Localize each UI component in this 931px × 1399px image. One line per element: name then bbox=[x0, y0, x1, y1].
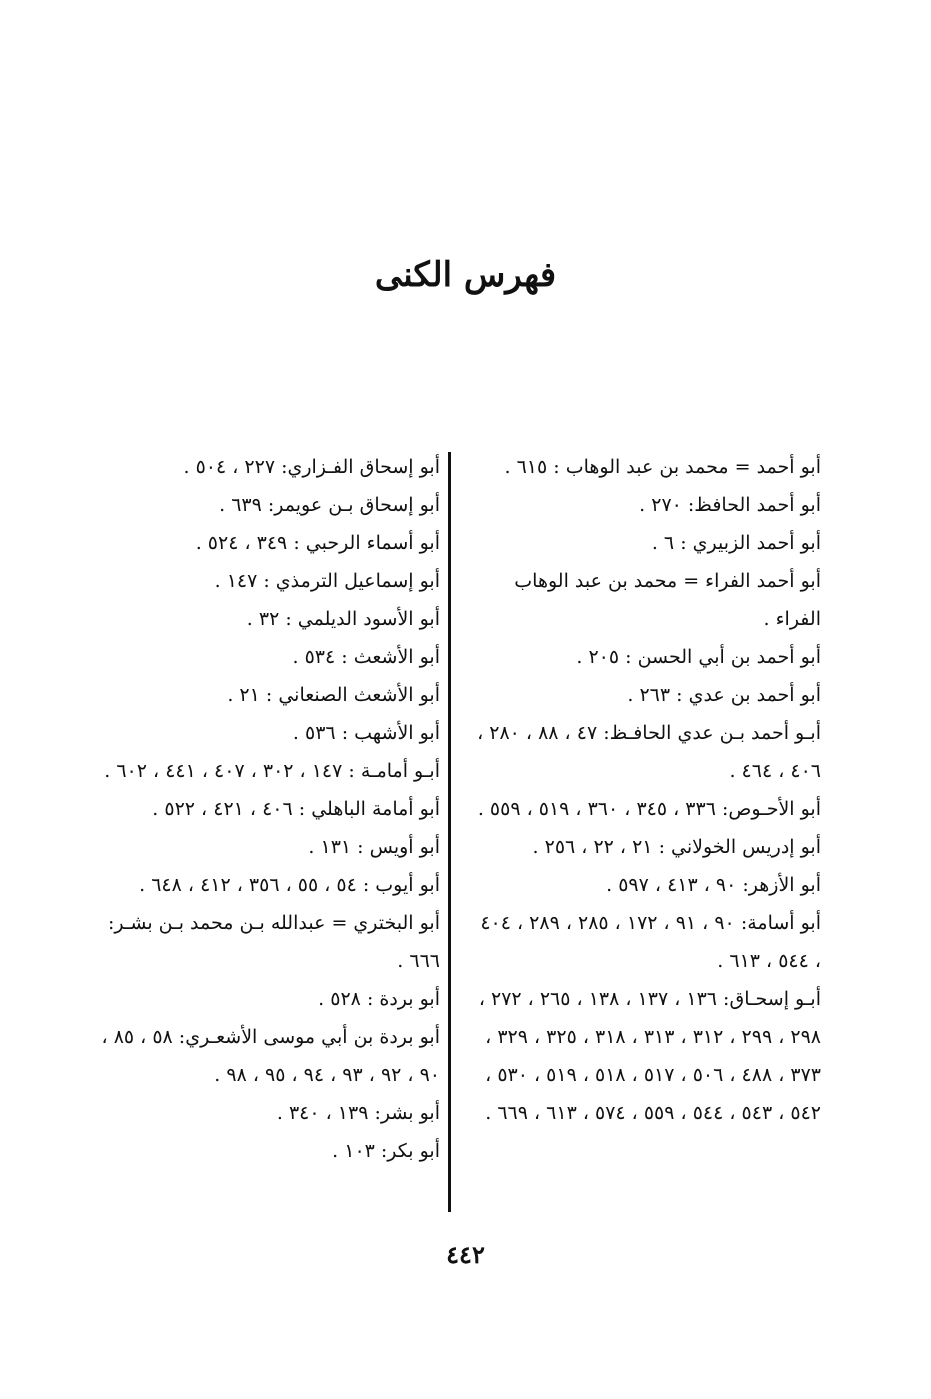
entry-page-refs: ٣٢ . bbox=[246, 608, 280, 630]
entry-page-refs: ٥٣٤ . bbox=[292, 646, 336, 668]
index-entry bbox=[476, 790, 821, 828]
entry-name: أبو الأشهب : bbox=[341, 722, 440, 744]
entry-page-refs: ٦١٥ . bbox=[504, 456, 548, 478]
entry-page-refs: ٢١ ، ٢٢ ، ٢٥٦ . bbox=[532, 836, 653, 858]
entry-page-refs: ١٣٩ ، ٣٤٠ . bbox=[276, 1102, 369, 1124]
index-entry bbox=[476, 562, 821, 638]
entry-name: أبـو أحمد بـن عدي الحافـظ: bbox=[603, 722, 821, 744]
entry-page-refs: ١٣٦ ، ١٣٧ ، ١٣٨ ، ٢٦٥ ، ٢٧٢ ، ٢٩٨ ، ٢٩٩ ، ٣١٢ ، ٣١٣ ، ٣١٨ ، ٣٢٥ ، ٣٢٩ ، ٣٧٣ ، ٤٨٨ ، ٥٠٦ ، ٥١٧ ، ٥١٨ ، ٥١٩ ، ٥٣٠ ، ٥٤٢ ، ٥٤٣ ، ٥٤٤ ، ٥٥٩ ، ٥٧٤ ، ٦١٣ ، ٦٦٩ . bbox=[478, 988, 821, 1124]
entry-name: أبو إسحاق بـن عويمر: bbox=[267, 494, 440, 516]
index-column-left bbox=[85, 448, 440, 1170]
entry-page-refs: ٢٦٣ . bbox=[627, 684, 671, 706]
entry-name: أبو الأشعث الصنعاني : bbox=[265, 684, 440, 706]
index-entry bbox=[476, 866, 821, 904]
entry-name: أبو بردة : bbox=[366, 988, 440, 1010]
entry-name: أبو الأشعث : bbox=[341, 646, 440, 668]
entry-name: أبو إسحاق الفـزاري: bbox=[281, 456, 440, 478]
page-title: فهرس الكنى bbox=[374, 255, 557, 295]
entry-page-refs: ٤٧ ، ٨٨ ، ٢٨٠ ، ٤٠٦ ، ٤٦٤ . bbox=[477, 722, 821, 782]
index-entry bbox=[85, 904, 440, 980]
entry-page-refs: ٢٢٧ ، ٥٠٤ . bbox=[183, 456, 276, 478]
entry-page-refs: ١٤٧ ، ٣٠٢ ، ٤٠٧ ، ٤٤١ ، ٦٠٢ . bbox=[104, 760, 343, 782]
index-entry bbox=[85, 790, 440, 828]
entry-page-refs: ٢١ . bbox=[227, 684, 260, 706]
entry-name: أبو الأسود الديلمي : bbox=[285, 608, 440, 630]
entry-name: أبو أحمد الفراء = محمد بن عبد الوهاب الفراء . bbox=[514, 570, 821, 630]
entry-page-refs: ٥٣٦ . bbox=[292, 722, 336, 744]
entry-name: أبو أحمد الحافظ: bbox=[687, 494, 821, 516]
entry-page-refs: ٢٠٥ . bbox=[576, 646, 620, 668]
entry-page-refs: ١٤٧ . bbox=[214, 570, 258, 592]
entry-page-refs: ٤٠٦ ، ٤٢١ ، ٥٢٢ . bbox=[152, 798, 293, 820]
index-entry bbox=[85, 714, 440, 752]
entry-name: أبو بكر: bbox=[380, 1140, 440, 1162]
entry-name: أبو البختري = عبدالله بـن محمد بـن بشـر: bbox=[107, 912, 440, 934]
index-entry bbox=[85, 980, 440, 1018]
index-entry bbox=[85, 676, 440, 714]
entry-page-refs: ١٣١ . bbox=[308, 836, 352, 858]
index-entry bbox=[476, 904, 821, 980]
entry-page-refs: ٣٣٦ ، ٣٤٥ ، ٣٦٠ ، ٥١٩ ، ٥٥٩ . bbox=[477, 798, 716, 820]
entry-page-refs: ٩٠ ، ٩١ ، ١٧٢ ، ٢٨٥ ، ٢٨٩ ، ٤٠٤ ، ٥٤٤ ، ٦١٣ . bbox=[480, 912, 821, 972]
index-entry bbox=[85, 1018, 440, 1094]
entry-page-refs: ٦٣٩ . bbox=[219, 494, 262, 516]
entry-name: أبو الأزهر: bbox=[742, 874, 821, 896]
index-entry bbox=[85, 1132, 440, 1170]
entry-name: أبو أسماء الرحبي : bbox=[293, 532, 440, 554]
entry-name: أبو أحمد الزبيري : bbox=[680, 532, 821, 554]
entry-name: أبو أحمد بن أبي الحسن : bbox=[625, 646, 821, 668]
entry-name: أبـو أمامـة : bbox=[348, 760, 440, 782]
index-entry bbox=[476, 980, 821, 1132]
index-entry bbox=[85, 562, 440, 600]
index-entry bbox=[85, 752, 440, 790]
index-entry bbox=[476, 676, 821, 714]
index-entry bbox=[476, 448, 821, 486]
index-entry bbox=[476, 524, 821, 562]
column-divider bbox=[448, 452, 451, 1212]
entry-name: أبو أحمد بن عدي : bbox=[676, 684, 821, 706]
page-number: ٤٤٢ bbox=[446, 1240, 485, 1269]
entry-name: أبـو إسحـاق: bbox=[723, 988, 821, 1010]
entry-page-refs: ٩٠ ، ٤١٣ ، ٥٩٧ . bbox=[606, 874, 737, 896]
index-entry bbox=[85, 828, 440, 866]
entry-name: أبو إسماعيل الترمذي : bbox=[263, 570, 440, 592]
index-entry bbox=[85, 600, 440, 638]
index-entry bbox=[85, 448, 440, 486]
entry-name: أبو أحمد = محمد بن عبد الوهاب : bbox=[553, 456, 821, 478]
index-column-right bbox=[476, 448, 821, 1132]
entry-page-refs: ٦ . bbox=[651, 532, 675, 554]
index-entry bbox=[476, 828, 821, 866]
entry-name: أبو إدريس الخولاني : bbox=[658, 836, 821, 858]
index-entry bbox=[85, 524, 440, 562]
index-entry bbox=[85, 1094, 440, 1132]
entry-name: أبو الأحـوص: bbox=[721, 798, 821, 820]
entry-page-refs: ٥٢٨ . bbox=[318, 988, 361, 1010]
index-entry bbox=[85, 638, 440, 676]
entry-page-refs: ٦٦٦ . bbox=[397, 950, 440, 972]
entry-page-refs: ٥٨ ، ٨٥ ، ٩٠ ، ٩٢ ، ٩٣ ، ٩٤ ، ٩٥ ، ٩٨ . bbox=[101, 1026, 440, 1086]
index-entry bbox=[476, 638, 821, 676]
entry-name: أبو أيوب : bbox=[362, 874, 440, 896]
entry-page-refs: ٥٤ ، ٥٥ ، ٣٥٦ ، ٤١٢ ، ٦٤٨ . bbox=[139, 874, 357, 896]
entry-name: أبو أمامة الباهلي : bbox=[298, 798, 440, 820]
entry-page-refs: ١٠٣ . bbox=[332, 1140, 375, 1162]
entry-name: أبو بشر: bbox=[374, 1102, 440, 1124]
entry-name: أبو أسامة: bbox=[740, 912, 821, 934]
index-entry bbox=[476, 486, 821, 524]
entry-page-refs: ٣٤٩ ، ٥٢٤ . bbox=[195, 532, 288, 554]
index-entry bbox=[476, 714, 821, 790]
entry-name: أبو بردة بن أبي موسى الأشعـري: bbox=[178, 1026, 440, 1048]
index-entry bbox=[85, 866, 440, 904]
index-entry bbox=[85, 486, 440, 524]
entry-name: أبو أويس : bbox=[357, 836, 440, 858]
entry-page-refs: ٢٧٠ . bbox=[639, 494, 682, 516]
